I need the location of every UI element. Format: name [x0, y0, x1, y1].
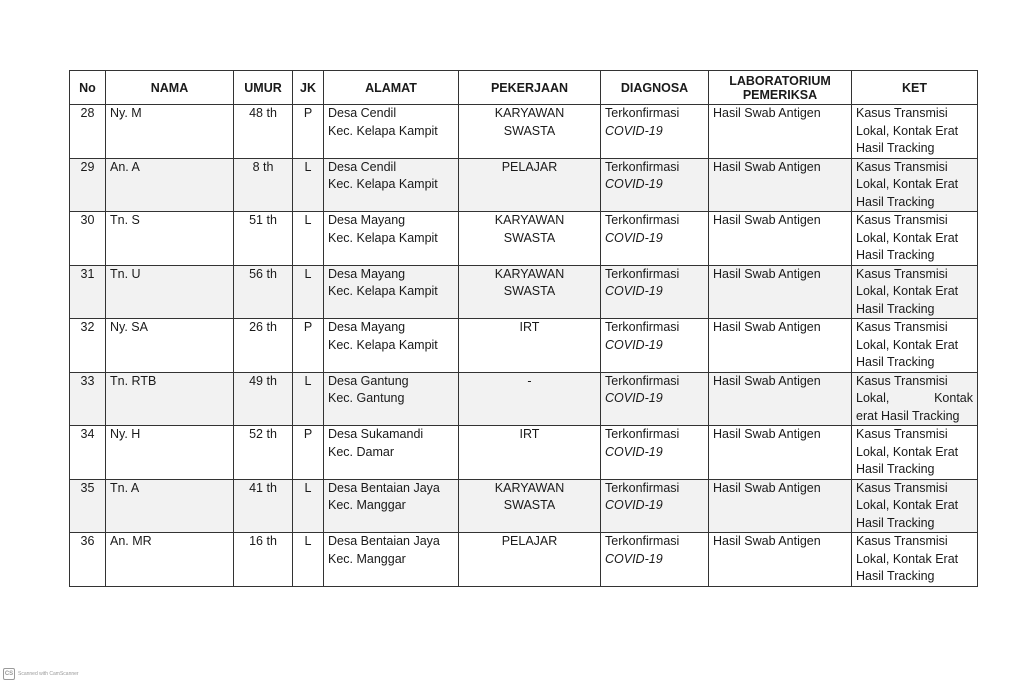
cell-ket: [852, 212, 978, 266]
ket-line1: Kasus Transmisi: [856, 373, 948, 388]
ket-line3: Hasil Tracking: [856, 515, 935, 530]
cell-umur: 16 th: [234, 533, 293, 587]
pekerjaan-line1: IRT: [519, 427, 540, 441]
diagnosa-disease: COVID-19: [605, 337, 663, 352]
cell-no: 33: [70, 372, 106, 426]
alamat-kec: Kec. Kelapa Kampit: [328, 284, 438, 298]
alamat-kec: Kec. Kelapa Kampit: [328, 230, 438, 245]
alamat-desa: Desa Cendil: [328, 106, 397, 120]
ket-line2-left: Lokal,: [856, 391, 890, 405]
cell-laboratorium: Hasil Swab Antigen: [709, 319, 852, 373]
cell-nama: Tn. U: [106, 265, 234, 319]
ket-line2: Lokal, Kontak Erat: [856, 230, 959, 245]
cell-umur: 41 th: [234, 479, 293, 533]
cell-diagnosa: [601, 212, 709, 266]
cell-alamat: [324, 372, 459, 426]
table-row: [70, 105, 978, 159]
cell-nama: Ny. M: [106, 105, 234, 159]
cell-pekerjaan: [459, 533, 601, 587]
cell-nama: An. MR: [106, 533, 234, 587]
cell-pekerjaan: [459, 319, 601, 373]
diagnosa-disease: COVID-19: [605, 391, 663, 405]
ket-line2: Lokal, Kontak Erat: [856, 498, 959, 512]
cell-jk: L: [293, 212, 324, 266]
ket-line1: Kasus Transmisi: [856, 427, 948, 441]
alamat-desa: Desa Bentaian Jaya: [328, 534, 440, 548]
cell-umur: 51 th: [234, 212, 293, 266]
alamat-kec: Kec. Gantung: [328, 391, 405, 405]
ket-line3: Hasil Tracking: [856, 141, 935, 155]
pekerjaan-line1: PELAJAR: [501, 534, 558, 548]
ket-line3: Hasil Tracking: [856, 301, 935, 316]
pekerjaan-line1: KARYAWAN: [494, 480, 565, 495]
alamat-desa: Desa Cendil: [328, 159, 397, 174]
table-row: [70, 479, 978, 533]
cell-nama: Ny. SA: [106, 319, 234, 373]
cell-umur: 48 th: [234, 105, 293, 159]
cell-laboratorium: Hasil Swab Antigen: [709, 265, 852, 319]
ket-line3: Hasil Tracking: [856, 194, 935, 209]
ket-line2: Lokal, Kontak Erat: [856, 551, 959, 566]
pekerjaan-line1: -: [527, 373, 532, 388]
cell-alamat: [324, 105, 459, 159]
cell-ket: [852, 158, 978, 212]
alamat-desa: Desa Mayang: [328, 320, 406, 334]
cell-diagnosa: [601, 426, 709, 480]
diagnosa-status: Terkonfirmasi: [605, 534, 680, 548]
pekerjaan-line1: KARYAWAN: [494, 106, 565, 120]
alamat-desa: Desa Mayang: [328, 266, 406, 281]
diagnosa-status: Terkonfirmasi: [605, 159, 680, 174]
alamat-desa: Desa Sukamandi: [328, 427, 424, 441]
cell-ket: [852, 426, 978, 480]
diagnosa-status: Terkonfirmasi: [605, 480, 680, 495]
cell-jk: L: [293, 158, 324, 212]
cell-pekerjaan: [459, 265, 601, 319]
diagnosa-status: Terkonfirmasi: [605, 266, 680, 281]
cell-pekerjaan: [459, 426, 601, 480]
cell-jk: P: [293, 426, 324, 480]
cell-alamat: [324, 265, 459, 319]
ket-line3: Hasil Tracking: [856, 569, 935, 583]
alamat-kec: Kec. Kelapa Kampit: [328, 123, 438, 138]
cell-jk: L: [293, 533, 324, 587]
ket-line3: Hasil Tracking: [856, 248, 935, 262]
cell-jk: L: [293, 372, 324, 426]
cell-laboratorium: Hasil Swab Antigen: [709, 479, 852, 533]
pekerjaan-line2: SWASTA: [503, 498, 556, 512]
header-lab-line1: LABORATORIUM: [729, 73, 831, 88]
diagnosa-disease: COVID-19: [605, 230, 663, 245]
alamat-desa: Desa Gantung: [328, 373, 409, 388]
table-row: [70, 533, 978, 587]
watermark-text: Scanned with CamScanner: [18, 671, 79, 677]
alamat-kec: Kec. Kelapa Kampit: [328, 337, 438, 352]
cell-diagnosa: [601, 319, 709, 373]
ket-line2: Lokal, Kontak Erat: [856, 284, 959, 298]
cell-laboratorium: Hasil Swab Antigen: [709, 533, 852, 587]
table-row: [70, 265, 978, 319]
cell-alamat: [324, 479, 459, 533]
diagnosa-disease: COVID-19: [605, 498, 663, 512]
cell-alamat: [324, 319, 459, 373]
table-row: [70, 158, 978, 212]
cell-umur: 56 th: [234, 265, 293, 319]
diagnosa-status: Terkonfirmasi: [605, 320, 680, 334]
cell-pekerjaan: [459, 372, 601, 426]
header-alamat: ALAMAT: [324, 71, 459, 105]
cell-jk: P: [293, 105, 324, 159]
pekerjaan-line2: SWASTA: [503, 230, 556, 245]
ket-line1: Kasus Transmisi: [856, 320, 948, 334]
cell-laboratorium: Hasil Swab Antigen: [709, 372, 852, 426]
header-laboratorium: [709, 71, 852, 105]
pekerjaan-line1: KARYAWAN: [494, 266, 565, 281]
cell-umur: 49 th: [234, 372, 293, 426]
cell-diagnosa: [601, 479, 709, 533]
cell-diagnosa: [601, 265, 709, 319]
cell-pekerjaan: [459, 212, 601, 266]
header-jk: JK: [293, 71, 324, 105]
cell-diagnosa: [601, 533, 709, 587]
ket-line3: Hasil Tracking: [856, 355, 935, 369]
pekerjaan-line1: IRT: [519, 320, 540, 334]
header-nama: NAMA: [106, 71, 234, 105]
cell-pekerjaan: [459, 158, 601, 212]
diagnosa-disease: COVID-19: [605, 177, 663, 191]
cell-pekerjaan: [459, 105, 601, 159]
cell-nama: Ny. H: [106, 426, 234, 480]
cell-ket: [852, 533, 978, 587]
cell-pekerjaan: [459, 479, 601, 533]
cell-no: 28: [70, 105, 106, 159]
cell-ket: [852, 105, 978, 159]
table-row: [70, 319, 978, 373]
cell-nama: Tn. A: [106, 479, 234, 533]
cell-alamat: [324, 158, 459, 212]
table-row: [70, 372, 978, 426]
ket-line1: Kasus Transmisi: [856, 480, 948, 495]
cell-jk: L: [293, 265, 324, 319]
cell-umur: 26 th: [234, 319, 293, 373]
ket-line2: Lokal, Kontak Erat: [856, 123, 959, 138]
alamat-desa: Desa Mayang: [328, 213, 406, 227]
ket-line3: erat Hasil Tracking: [856, 408, 960, 423]
table-row: [70, 426, 978, 480]
cell-jk: P: [293, 319, 324, 373]
cell-no: 30: [70, 212, 106, 266]
ket-line1: Kasus Transmisi: [856, 213, 948, 227]
cell-alamat: [324, 212, 459, 266]
cell-diagnosa: [601, 158, 709, 212]
cell-nama: Tn. S: [106, 212, 234, 266]
pekerjaan-line2: SWASTA: [503, 123, 556, 138]
cell-diagnosa: [601, 372, 709, 426]
cell-laboratorium: Hasil Swab Antigen: [709, 426, 852, 480]
scanner-watermark: [3, 668, 79, 680]
table-row: [70, 212, 978, 266]
cell-alamat: [324, 533, 459, 587]
alamat-kec: Kec. Damar: [328, 444, 394, 459]
table-header-row: [70, 71, 978, 105]
diagnosa-status: Terkonfirmasi: [605, 427, 680, 441]
alamat-kec: Kec. Manggar: [328, 498, 406, 512]
header-diagnosa: DIAGNOSA: [601, 71, 709, 105]
diagnosa-disease: COVID-19: [605, 551, 663, 566]
cell-laboratorium: Hasil Swab Antigen: [709, 158, 852, 212]
cell-jk: L: [293, 479, 324, 533]
alamat-kec: Kec. Manggar: [328, 551, 406, 566]
ket-line3: Hasil Tracking: [856, 462, 935, 476]
diagnosa-status: Terkonfirmasi: [605, 373, 680, 388]
cell-diagnosa: [601, 105, 709, 159]
cell-ket: [852, 479, 978, 533]
cell-ket: [852, 265, 978, 319]
header-ket: KET: [852, 71, 978, 105]
cell-alamat: [324, 426, 459, 480]
header-umur: UMUR: [234, 71, 293, 105]
alamat-desa: Desa Bentaian Jaya: [328, 480, 440, 495]
ket-line2: Lokal, Kontak Erat: [856, 444, 959, 459]
cell-no: 34: [70, 426, 106, 480]
ket-line1: Kasus Transmisi: [856, 534, 948, 548]
diagnosa-disease: COVID-19: [605, 284, 663, 298]
alamat-kec: Kec. Kelapa Kampit: [328, 177, 438, 191]
ket-line1: Kasus Transmisi: [856, 106, 948, 120]
pekerjaan-line1: PELAJAR: [501, 159, 558, 174]
cell-laboratorium: Hasil Swab Antigen: [709, 212, 852, 266]
camscanner-logo-icon: CS: [3, 668, 15, 680]
cell-ket: [852, 372, 978, 426]
ket-line1: Kasus Transmisi: [856, 266, 948, 281]
ket-line2: [856, 390, 973, 408]
ket-line2-right: Kontak: [934, 391, 973, 405]
cell-ket: [852, 319, 978, 373]
ket-line2: Lokal, Kontak Erat: [856, 337, 959, 352]
diagnosa-disease: COVID-19: [605, 444, 663, 459]
ket-line2: Lokal, Kontak Erat: [856, 177, 959, 191]
cell-laboratorium: Hasil Swab Antigen: [709, 105, 852, 159]
diagnosa-disease: COVID-19: [605, 123, 663, 138]
pekerjaan-line1: KARYAWAN: [494, 213, 565, 227]
header-pekerjaan: PEKERJAAN: [459, 71, 601, 105]
pekerjaan-line2: SWASTA: [503, 284, 556, 298]
cell-no: 35: [70, 479, 106, 533]
header-lab-line2: PEMERIKSA: [742, 87, 818, 102]
cell-no: 32: [70, 319, 106, 373]
cell-umur: 52 th: [234, 426, 293, 480]
cell-nama: An. A: [106, 158, 234, 212]
cell-no: 29: [70, 158, 106, 212]
diagnosa-status: Terkonfirmasi: [605, 106, 680, 120]
header-no: No: [70, 71, 106, 105]
cell-nama: Tn. RTB: [106, 372, 234, 426]
diagnosa-status: Terkonfirmasi: [605, 213, 680, 227]
ket-line1: Kasus Transmisi: [856, 159, 948, 174]
cell-umur: 8 th: [234, 158, 293, 212]
cell-no: 31: [70, 265, 106, 319]
case-table: [69, 70, 978, 587]
cell-no: 36: [70, 533, 106, 587]
